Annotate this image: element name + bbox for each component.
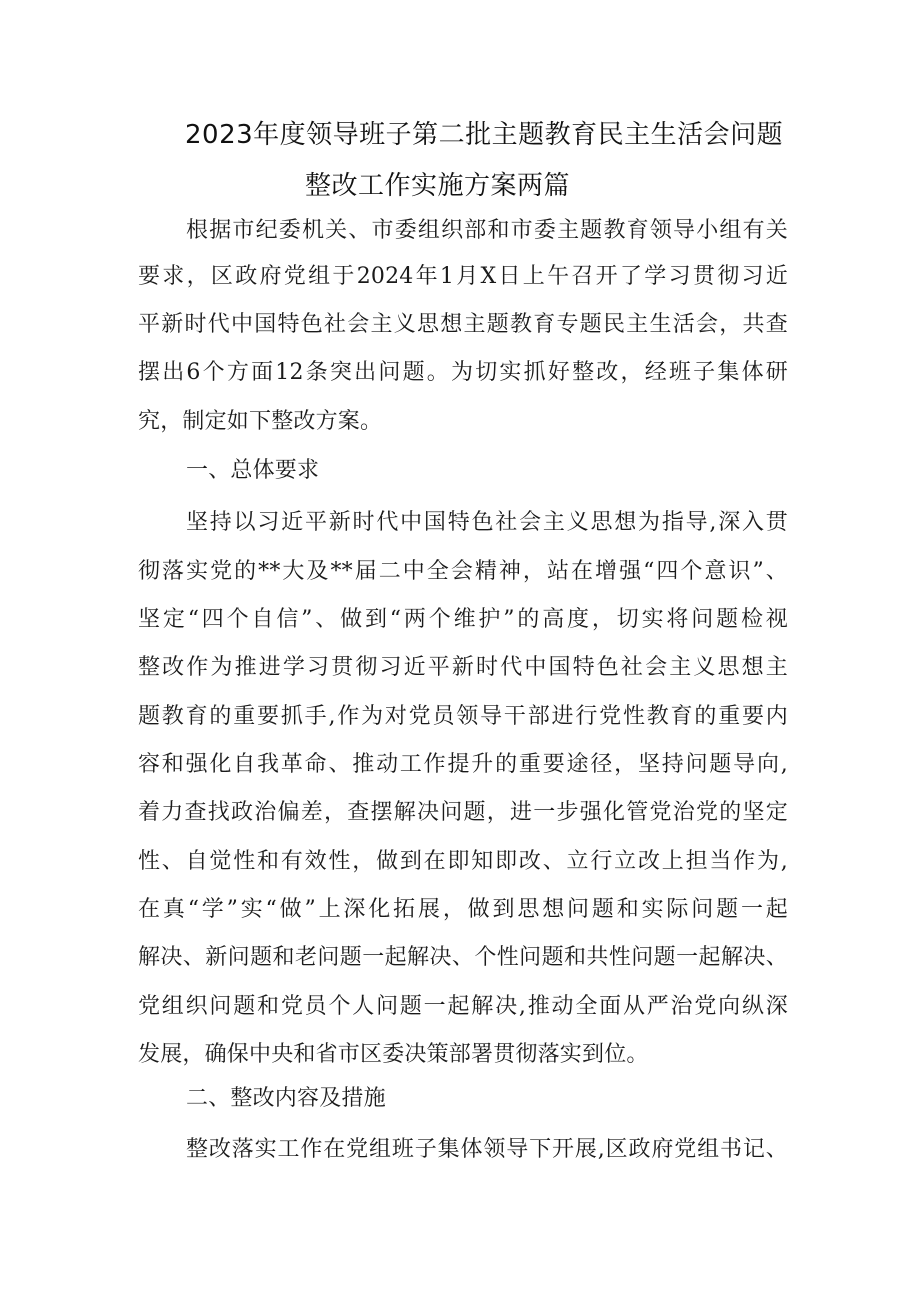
paragraph-1-line: 根据市纪委机关、市委组织部和市委主题教育领导小组有关	[186, 218, 788, 243]
section-heading-1: 一、总体要求	[186, 458, 320, 483]
paragraph-1-line: 摆出6个方面12条突出问题。为切实抓好整改，经班子集体研	[138, 360, 788, 385]
paragraph-2-line: 彻落实党的**大及**届二中全会精神，站在增强“四个意识”、	[138, 559, 788, 584]
section-heading-2: 二、整改内容及措施	[186, 1086, 386, 1111]
paragraph-2-line: 解决、新问题和老问题一起解决、个性问题和共性问题一起解决、	[138, 945, 788, 970]
paragraph-2-line: 坚定“四个自信”、做到“两个维护”的高度，切实将问题检视	[138, 607, 788, 632]
paragraph-2-line: 党组织问题和党员个人问题一起解决,推动全面从严治党向纵深	[138, 994, 788, 1019]
paragraph-2-line: 坚持以习近平新时代中国特色社会主义思想为指导,深入贯	[186, 510, 788, 535]
paragraph-3-line: 整改落实工作在党组班子集体领导下开展,区政府党组书记、	[186, 1137, 788, 1162]
paragraph-1-line: 要求，区政府党组于2024年1月X日上午召开了学习贯彻习近	[138, 264, 788, 289]
paragraph-2-line: 在真“学”实“做”上深化拓展，做到思想问题和实际问题一起	[138, 897, 788, 922]
document-title-line-1: 2023年度领导班子第二批主题教育民主生活会问题	[185, 120, 784, 150]
paragraph-2-line: 容和强化自我革命、推动工作提升的重要途径，坚持问题导向,	[138, 752, 788, 777]
paragraph-2-line: 题教育的重要抓手,作为对党员领导干部进行党性教育的重要内	[138, 704, 788, 729]
paragraph-2-line: 整改作为推进学习贯彻习近平新时代中国特色社会主义思想主	[138, 655, 788, 680]
paragraph-1-line: 平新时代中国特色社会主义思想主题教育专题民主生活会，共查	[138, 312, 788, 337]
paragraph-2-line: 发展，确保中央和省市区委决策部署贯彻落实到位。	[138, 1042, 649, 1067]
paragraph-2-line: 着力查找政治偏差，查摆解决问题，进一步强化管党治党的坚定	[138, 800, 788, 825]
paragraph-2-line: 性、自觉性和有效性，做到在即知即改、立行立改上担当作为,	[138, 849, 788, 874]
document-title-line-2: 整改工作实施方案两篇	[305, 171, 571, 201]
paragraph-1-line: 究，制定如下整改方案。	[138, 409, 383, 434]
